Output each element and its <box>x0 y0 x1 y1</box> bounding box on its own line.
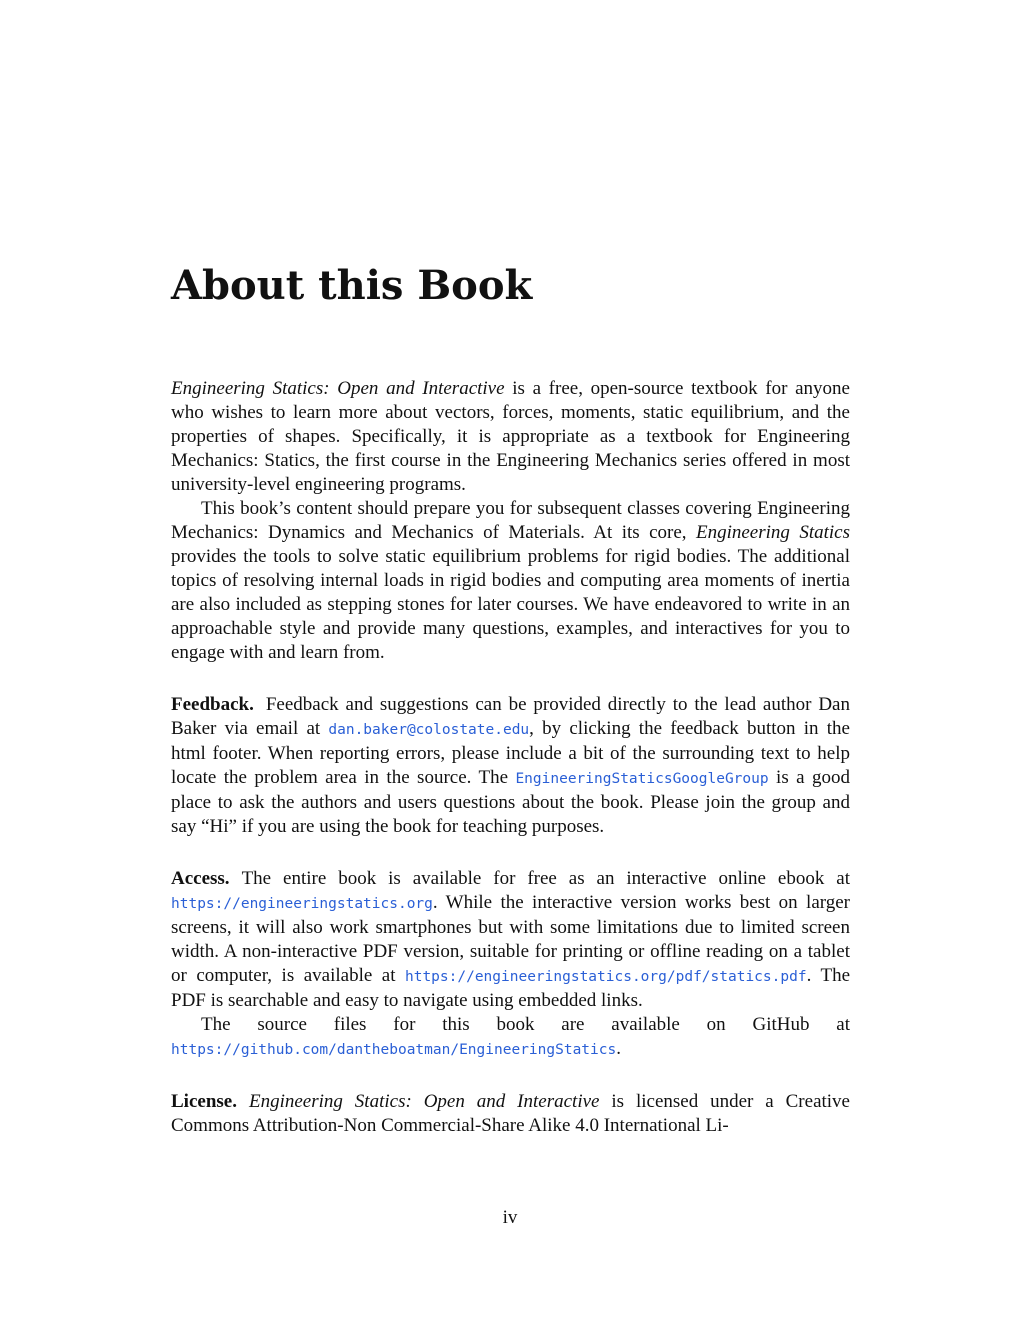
body-text <box>171 377 850 1138</box>
website-link[interactable]: https://engineeringstatics.org <box>171 896 433 912</box>
license-paragraph: License. Engineering Statics: Open and Interactive is licensed under a Creative Commons Attribution-Non Commercial-Share Alike 4.0 International Li- <box>171 1091 850 1136</box>
access-paragraph: Access. The entire book is available for free as an interactive online ebook at https://engineeringstatics.org. While the interactive version works best on larger screens, it will also work smartphones but with some limitations due to limited screen width. A non-interactive PDF version, suitable for printing or offline reading on a tablet or computer, is available at https://engineeringstatics.org/pdf/statics.pdf. The PDF is searchable and easy to navigate using embedded links. <box>171 868 850 1011</box>
book-title-inline: Engineering Statics <box>695 522 850 543</box>
intro-paragraph: Engineering Statics: Open and Interactive is a free, open-source textbook for anyone who wishes to learn more about vectors, forces, moments, static equilibrium, and the properties of shapes. Specifically, it is appropriate as a textbook for Engineering Mechanics: Statics, the first course in the Engineering Mechanics series offered in most university-level engineering programs. <box>171 378 850 495</box>
google-group-link[interactable]: EngineeringStaticsGoogleGroup <box>515 771 769 787</box>
access-heading: Access. <box>171 868 230 889</box>
pdf-link[interactable]: https://engineeringstatics.org/pdf/statics.pdf <box>404 969 807 985</box>
intro-paragraph-2: This book’s content should prepare you for subsequent classes covering Engineering Mechanics: Dynamics and Mechanics of Materials. At its core, Engineering Statics provides the tools to solve static equilibrium problems for rigid bodies. The additional topics of resolving internal loads in rigid bodies and computing area moments of inertia are also included as stepping stones for later courses. We have endeavored to write in an approachable style and provide many questions, examples, and interactives for you to engage with and learn from. <box>171 498 850 663</box>
license-book-title: Engineering Statics: Open and Interactive <box>248 1091 600 1112</box>
book-title: Engineering Statics: Open and Interactive <box>171 378 505 399</box>
feedback-heading: Feedback. <box>171 694 254 715</box>
page-number: iv <box>502 1207 518 1228</box>
page-title: About this Book <box>171 262 533 309</box>
github-link[interactable]: https://github.com/dantheboatman/EngineeringStatics <box>171 1042 617 1058</box>
feedback-paragraph: Feedback. Feedback and suggestions can be provided directly to the lead author Dan Baker via email at dan.baker@colostate.edu, by clicking the feedback button in the html footer. When reporting errors, please include a bit of the surrounding text to help locate the problem area in the source. The EngineeringStaticsGoogleGroup is a good place to ask the authors and users questions about the book. Please join the group and say “Hi” if you are using the book for teaching purposes. <box>171 694 850 837</box>
license-heading: License. <box>171 1091 237 1112</box>
email-link[interactable]: dan.baker@colostate.edu <box>328 722 530 738</box>
source-paragraph: The source files for this book are available on GitHub at https://github.com/dantheboatman/EngineeringStatics. <box>171 1014 850 1059</box>
